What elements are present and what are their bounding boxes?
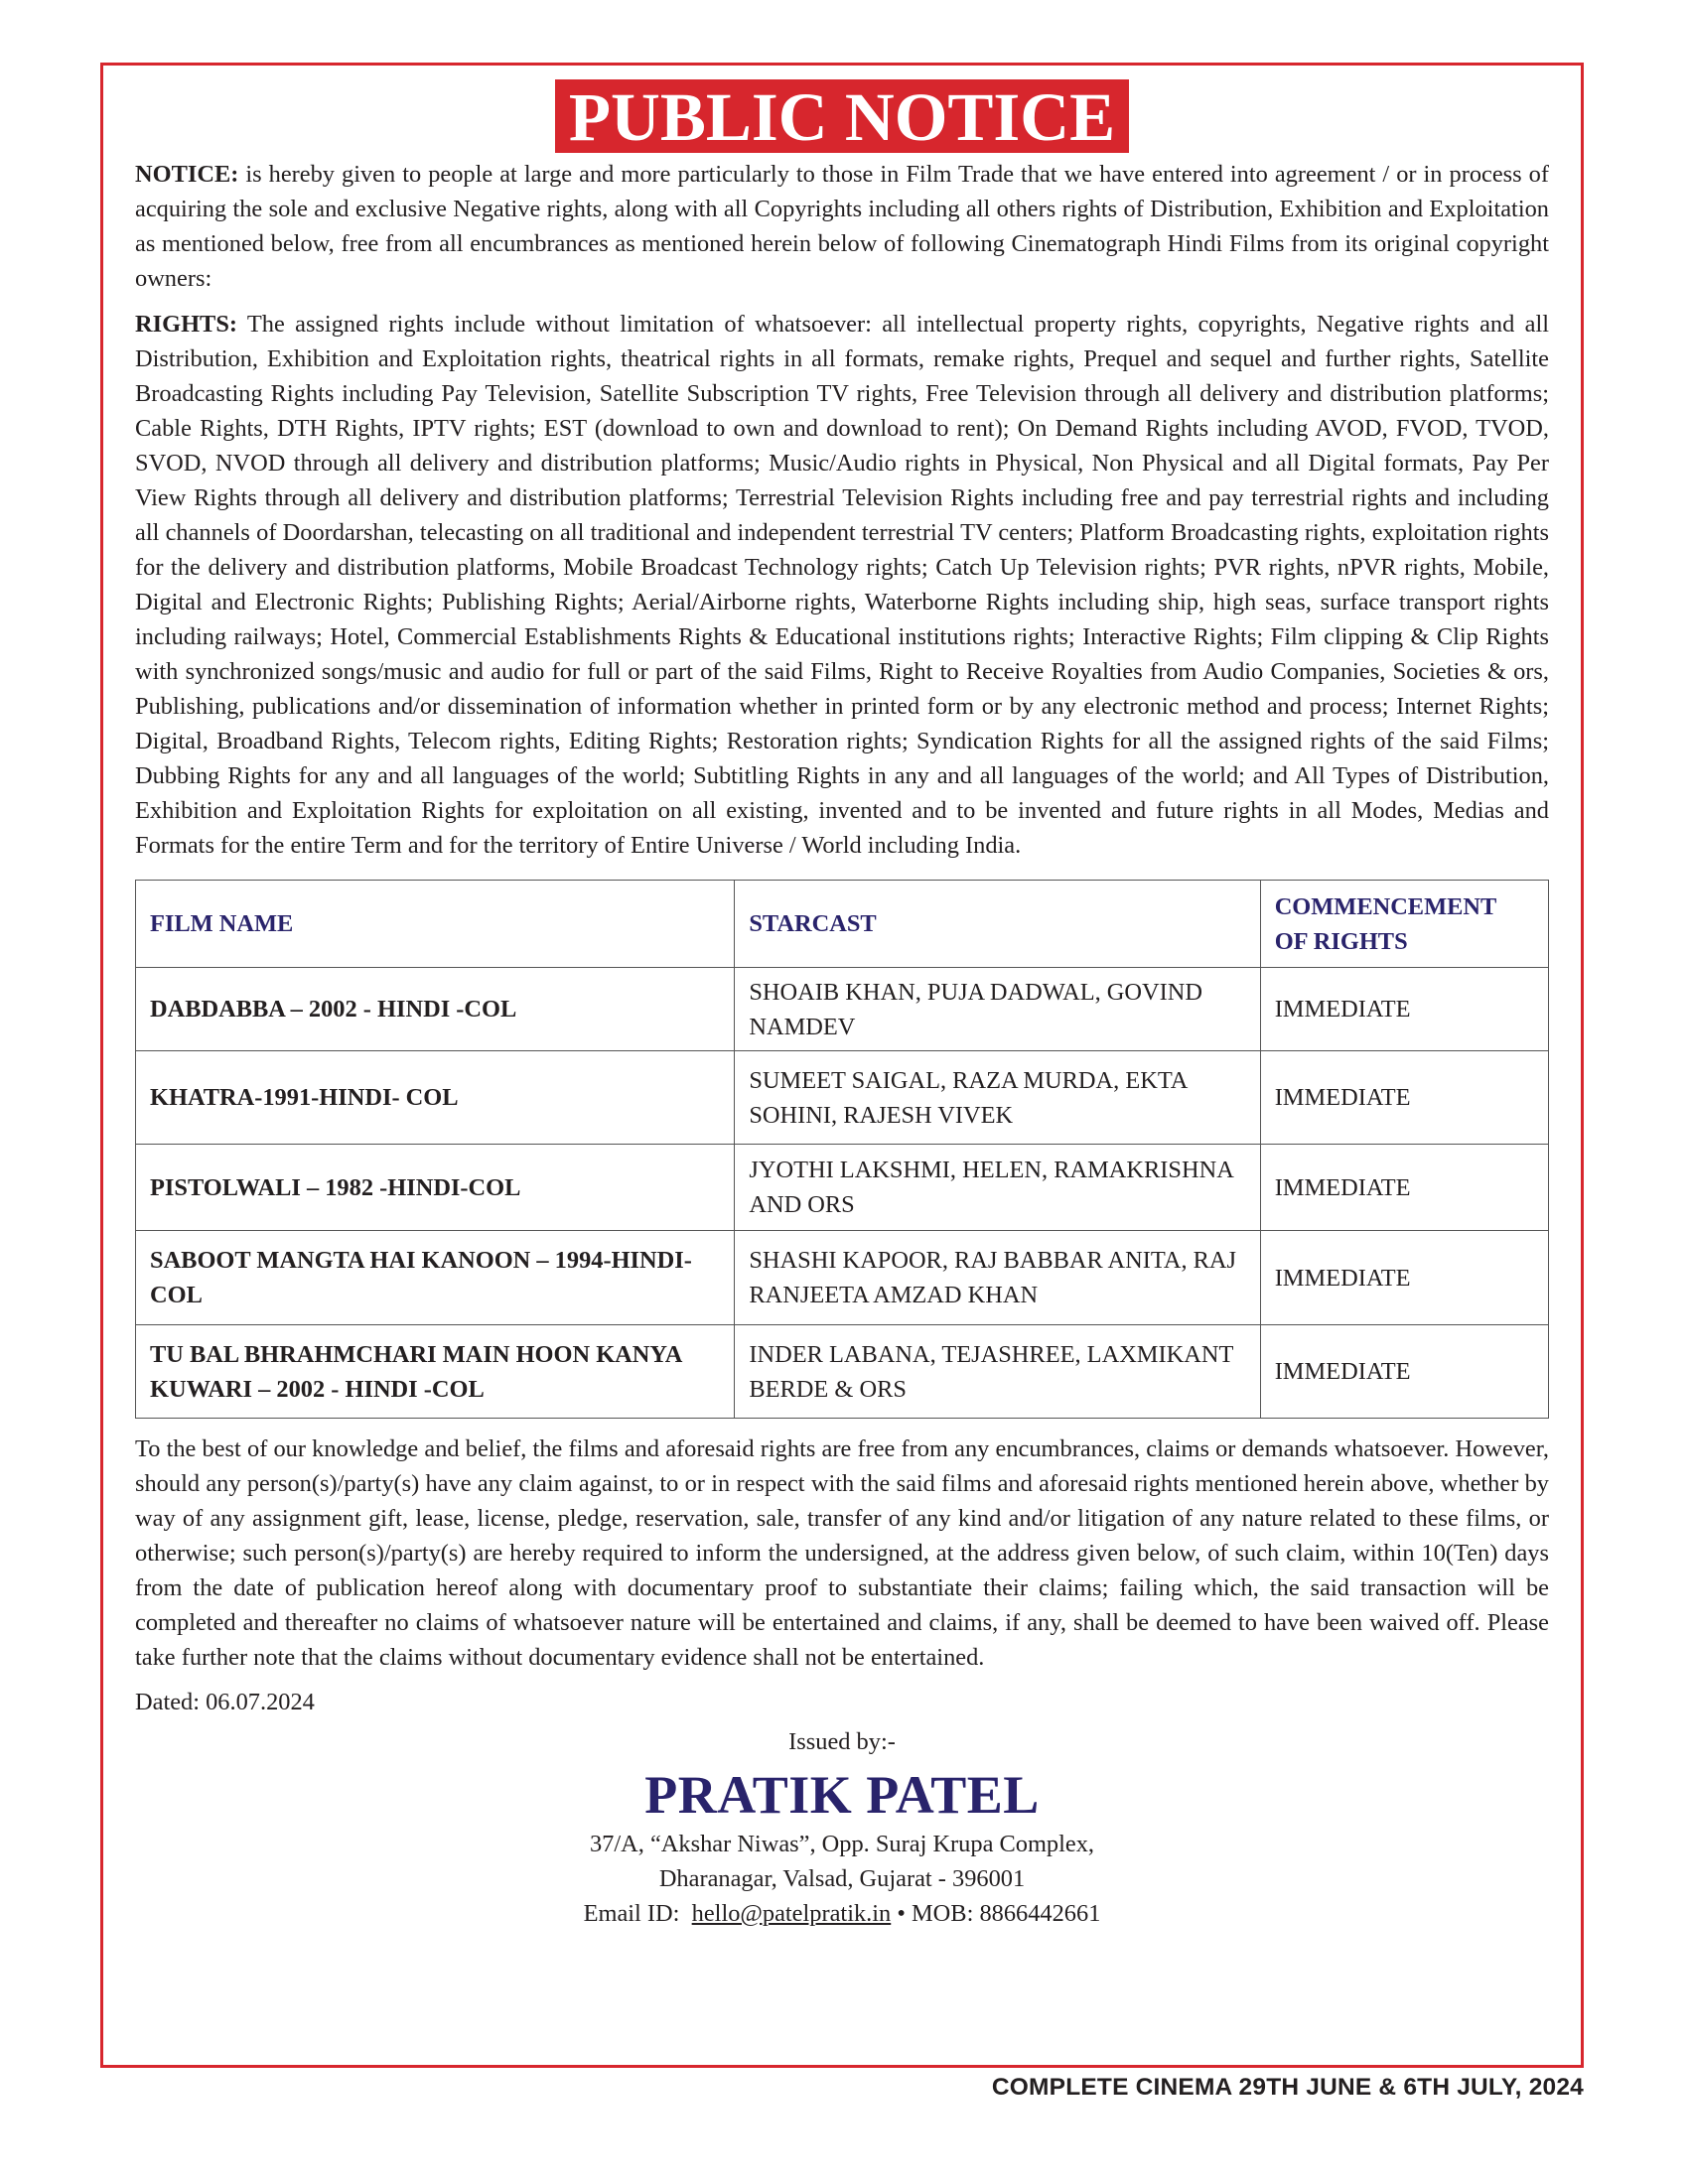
- dated-line: Dated: 06.07.2024: [135, 1689, 315, 1715]
- email-link[interactable]: hello@patelpratik.in: [691, 1900, 892, 1927]
- starcast-cell: SHOAIB KHAN, PUJA DADWAL, GOVIND NAMDEV: [735, 968, 1260, 1051]
- closing-paragraph: To the best of our knowledge and belief, the films and aforesaid rights are free from any encumbrances, claims or demands whatsoever. However, should any person(s)/party(s) have any claim against, to or in respect with the said films and aforesaid rights mentioned herein above, whether by way of any assignment gift, lease, license, pledge, reservation, sale, transfer of any kind and/or litigation of any nature related to these films, or otherwise; such person(s)/party(s) are hereby required to inform the undersigned, at the address given below, of such claim, within 10(Ten) days from the date of publication hereof along with documentary proof to substantiate their claims; failing which, the said transaction will be completed and thereafter no claims of whatsoever nature will be entertained and claims, if any, shall be deemed to have been waived off. Please take further note that the claims without documentary evidence shall not be entertained.: [135, 1435, 1549, 1671]
- publication-footer: COMPLETE CINEMA 29TH JUNE & 6TH JULY, 2024: [991, 2074, 1584, 2101]
- notice-lead: NOTICE:: [135, 161, 239, 188]
- table-row: [136, 1325, 1549, 1419]
- starcast-cell: INDER LABANA, TEJASHREE, LAXMIKANT BERDE & ORS: [735, 1325, 1260, 1419]
- notice-text: is hereby given to people at large and more particularly to those in Film Trade that we have entered into agreement / or in process of acquiring the sole and exclusive Negative rights, along with all Copyrights including all others rights of Distribution, Exhibition and Exploitation as mentioned below, free from all encumbrances as mentioned herein below of following Cinematograph Hindi Films from its original copyright owners:: [135, 161, 1549, 292]
- notice-title: PUBLIC NOTICE: [555, 79, 1129, 153]
- contact-line: [135, 1896, 1549, 1931]
- rights-text: The assigned rights include without limitation of whatsoever: all intellectual property rights, copyrights, Negative rights and all Distribution, Exhibition and Exploitation rights, theatrical rights in all formats, remake rights, Prequel and sequel and further rights, Satellite Broadcasting Rights including Pay Television, Satellite Subscription TV rights, Free Television through all delivery and distribution platforms; Cable Rights, DTH Rights, IPTV rights; EST (download to own and download to rent); On Demand Rights including AVOD, FVOD, TVOD, SVOD, NVOD through all delivery and distribution platforms; Music/Audio rights in Physical, Non Physical and all Digital formats, Pay Per View Rights through all delivery and distribution platforms; Terrestrial Television Rights including free and pay terrestrial rights and including all channels of Doordarshan, telecasting on all traditional and independent terrestrial TV centers; Platform Broadcasting rights, exploitation rights for the delivery and distribution platforms, Mobile Broadcast Technology rights; Catch Up Television rights; PVR rights, nPVR rights, Mobile, Digital and Electronic Rights; Publishing Rights; Aerial/Airborne rights, Waterborne Rights including ship, high seas, surface transport rights including railways; Hotel, Commercial Establishments Rights & Educational institutions rights; Interactive Rights; Film clipping & Clip Rights with synchronized songs/music and audio for full or part of the said Films, Right to Receive Royalties from Audio Companies, Societies & ors, Publishing, publications and/or dissemination of information whether in printed form or by any electronic method and process; Internet Rights; Digital, Broadband Rights, Telecom rights, Editing Rights; Restoration rights; Syndication Rights for all the assigned rights of the said Films; Dubbing Rights for any and all languages of the world; Subtitling Rights in any and all languages of the world; and All Types of Distribution, Exhibition and Exploitation Rights for exploitation on all existing, invented and to be invented and future rights in all Modes, Medias and Formats for the entire Term and for the territory of Entire Universe / World including India.: [135, 311, 1549, 859]
- commencement-cell: IMMEDIATE: [1260, 1145, 1548, 1231]
- address-line-1: 37/A, “Akshar Niwas”, Opp. Suraj Krupa Complex,: [589, 1831, 1095, 1857]
- starcast-cell: SHASHI KAPOOR, RAJ BABBAR ANITA, RAJ RANJEETA AMZAD KHAN: [735, 1231, 1260, 1325]
- rights-paragraph: [135, 307, 1549, 863]
- issuer-name: PRATIK PATEL: [644, 1765, 1040, 1825]
- notice-content: [135, 157, 1549, 1931]
- starcast-cell: JYOTHI LAKSHMI, HELEN, RAMAKRISHNA AND ORS: [735, 1145, 1260, 1231]
- table-header-row: [136, 881, 1549, 968]
- table-row: [136, 1051, 1549, 1145]
- header-commencement: COMMENCEMENT OF RIGHTS: [1260, 881, 1548, 968]
- header-starcast: STARCAST: [735, 881, 1260, 968]
- mobile-number: • MOB: 8866442661: [897, 1900, 1101, 1927]
- table-row: [136, 968, 1549, 1051]
- commencement-cell: IMMEDIATE: [1260, 968, 1548, 1051]
- film-name-cell: TU BAL BHRAHMCHARI MAIN HOON KANYA KUWARI – 2002 - HINDI -COL: [136, 1325, 735, 1419]
- rights-lead: RIGHTS:: [135, 311, 238, 338]
- starcast-cell: SUMEET SAIGAL, RAZA MURDA, EKTA SOHINI, RAJESH VIVEK: [735, 1051, 1260, 1145]
- title-wrap: [103, 79, 1581, 153]
- notice-paragraph: [135, 157, 1549, 296]
- commencement-cell: IMMEDIATE: [1260, 1231, 1548, 1325]
- issued-by-label: Issued by:-: [788, 1728, 896, 1755]
- film-name-cell: SABOOT MANGTA HAI KANOON – 1994-HINDI-COL: [136, 1231, 735, 1325]
- film-name-cell: KHATRA-1991-HINDI- COL: [136, 1051, 735, 1145]
- films-table: [135, 880, 1549, 1419]
- header-film-name: FILM NAME: [136, 881, 735, 968]
- table-row: [136, 1145, 1549, 1231]
- table-row: [136, 1231, 1549, 1325]
- film-name-cell: PISTOLWALI – 1982 -HINDI-COL: [136, 1145, 735, 1231]
- notice-frame: [100, 63, 1584, 2068]
- film-name-cell: DABDABBA – 2002 - HINDI -COL: [136, 968, 735, 1051]
- email-label: Email ID:: [583, 1900, 680, 1927]
- address-line-2: Dharanagar, Valsad, Gujarat - 396001: [658, 1865, 1026, 1892]
- commencement-cell: IMMEDIATE: [1260, 1051, 1548, 1145]
- commencement-cell: IMMEDIATE: [1260, 1325, 1548, 1419]
